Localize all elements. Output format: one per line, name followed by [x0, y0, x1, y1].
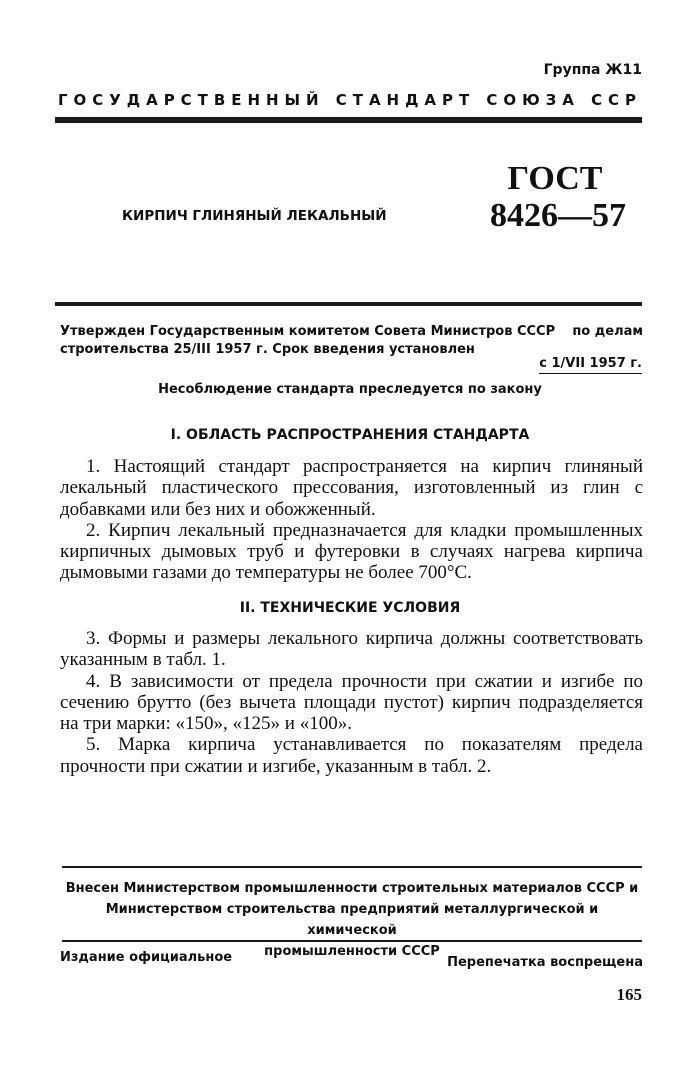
state-standard-heading: [58, 91, 642, 109]
effective-date: с 1/VII 1957 г.: [539, 356, 642, 374]
paragraph-2: 2. Кирпич лекальный предназначается для кладки промышленных кирпичных дымовых труб и футеровки в случаях нагрева кирпича дымовыми газами до температуры не более 700°С.: [60, 519, 643, 584]
standard-title: КИРПИЧ ГЛИНЯНЫЙ ЛЕКАЛЬНЫЙ: [122, 208, 387, 224]
title-rule: [55, 302, 642, 306]
section-1-body: [60, 456, 643, 584]
paragraph-4: 4. В зависимости от предела прочности при сжатии и изгибе по сечению брутто (без вычета площади пустот) кирпич подразделяется на три марки: «150», «125» и «100».: [60, 670, 643, 735]
reprint-notice: Перепечатка воспрещена: [447, 955, 643, 970]
official-edition: Издание официальное: [60, 950, 233, 965]
approval-line-2: строительства 25/III 1957 г. Срок введения установлен: [60, 342, 475, 357]
state-standard-text: ГОСУДАРСТВЕННЫЙ СТАНДАРТ СОЮЗА ССР: [58, 91, 642, 109]
approval-block: [60, 323, 643, 359]
section-2-heading: II. ТЕХНИЧЕСКИЕ УСЛОВИЯ: [239, 600, 461, 616]
paragraph-5: 5. Марка кирпича устанавливается по показателям предела прочности при сжатии и изгибе, указанным в табл. 2.: [60, 734, 643, 777]
law-notice: Несоблюдение стандарта преследуется по закону: [158, 382, 542, 397]
gost-label: ГОСТ: [507, 160, 603, 197]
paragraph-1: 1. Настоящий стандарт распространяется на кирпич глиняный лекальный пластического прессования, изготовленный из глин с добавками или без них и обожженный.: [60, 456, 643, 520]
introduced-line-1: Внесен Министерством промышленности строительных материалов СССР и: [65, 881, 639, 896]
approval-line-1-end: по делам: [572, 324, 643, 339]
gost-number: 8426—57: [490, 197, 626, 234]
section-2-body: [60, 628, 643, 777]
introduced-line-2: Министерством строительства предприятий металлургической и химической: [105, 902, 599, 938]
header-rule: [55, 117, 642, 123]
footer-bottom-rule: [62, 940, 642, 942]
approval-line-1: Утвержден Государственным комитетом Совета Министров СССР: [60, 324, 556, 339]
section-1-heading: I. ОБЛАСТЬ РАСПРОСТРАНЕНИЯ СТАНДАРТА: [170, 427, 530, 443]
introduced-line-3: промышленности СССР: [264, 944, 440, 959]
paragraph-3: 3. Формы и размеры лекального кирпича должны соответствовать указанным в табл. 1.: [60, 628, 643, 671]
group-code: Группа Ж11: [543, 62, 642, 78]
page-number: 165: [616, 985, 642, 1004]
footer-top-rule: [62, 866, 642, 868]
